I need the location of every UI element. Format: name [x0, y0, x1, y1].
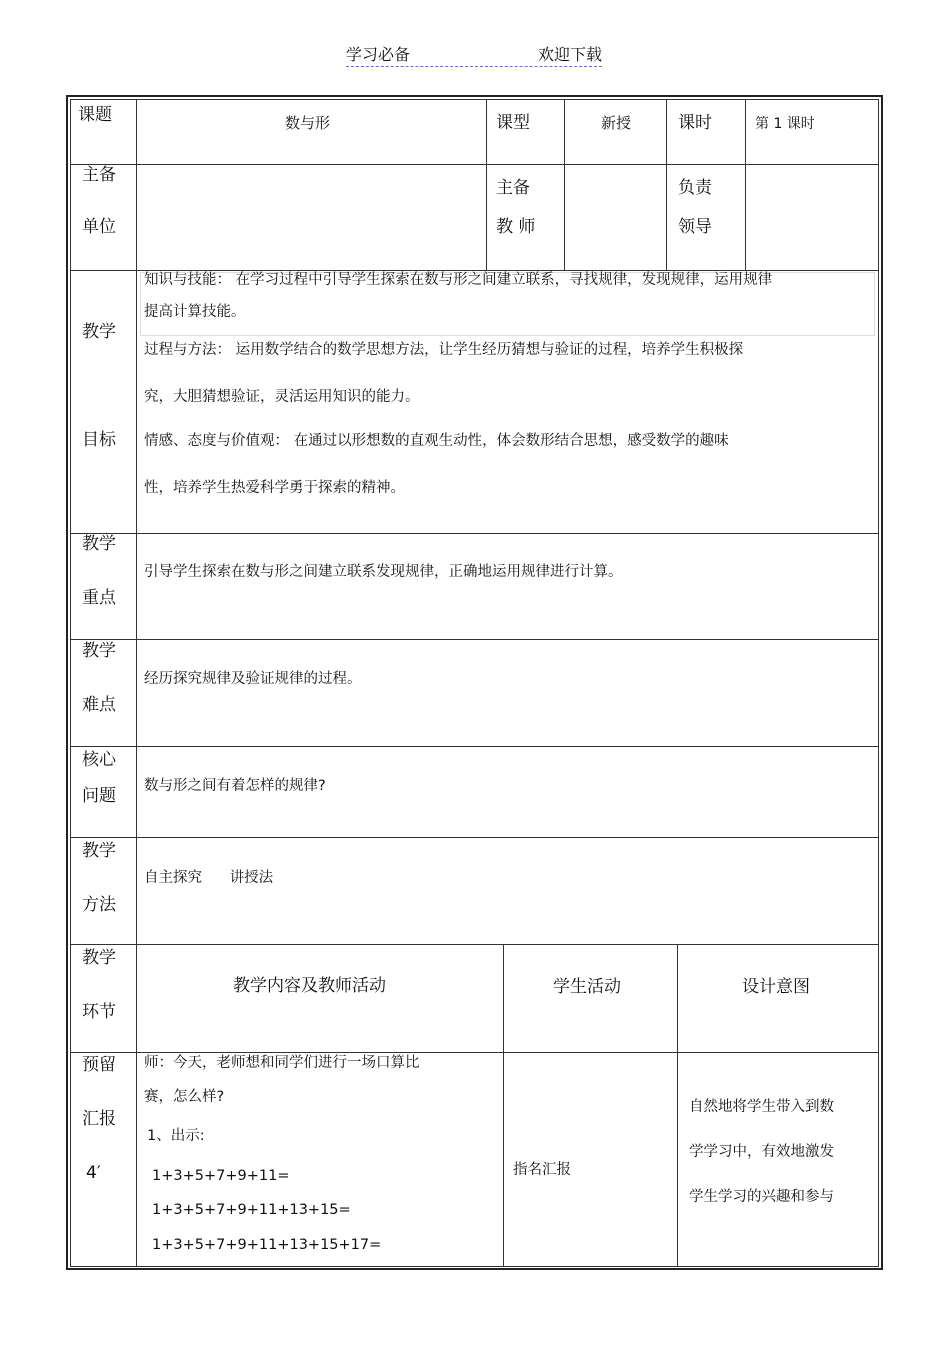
header-left-text: 学习必备: [346, 45, 411, 64]
topic-value: 数与形: [285, 114, 331, 132]
phase-label-1: 教学: [82, 948, 116, 968]
key-points-label-1: 教学: [82, 534, 116, 554]
hours-label: 课时: [678, 113, 712, 133]
report-label-2: 汇报: [82, 1109, 116, 1129]
difficulties-label-2: 难点: [82, 695, 116, 715]
topic-label: 课题: [78, 105, 112, 125]
goals-line: 提高计算技能。: [144, 304, 246, 320]
design-line: 自然地将学生带入到数: [689, 1099, 834, 1115]
key-points-text: 引导学生探索在数与形之间建立联系发现规律，正确地运用规律进行计算。: [144, 564, 623, 580]
col-content-header: 教学内容及教师活动: [233, 976, 386, 996]
student-activity-text: 指名汇报: [513, 1162, 571, 1178]
header-right-text: 欢迎下载: [537, 45, 602, 64]
goals-line: 知识与技能： 在学习过程中引导学生探索在数与形之间建立联系，寻找规律，发现规律，运用规律: [144, 272, 773, 288]
goals-line: 过程与方法： 运用数学结合的数学思想方法，让学生经历猜想与验证的过程，培养学生积极探: [144, 342, 744, 358]
design-line: 学学习中，有效地激发: [689, 1144, 834, 1160]
unit-label-2: 单位: [82, 217, 116, 237]
content-line: 1+3+5+7+9+11+13+15=: [152, 1202, 351, 1218]
col-design-header: 设计意图: [742, 977, 810, 997]
goals-label-1: 教学: [82, 322, 116, 342]
leader-label-1: 负责: [678, 178, 712, 198]
phase-label-2: 环节: [82, 1002, 116, 1022]
goals-line: 情感、态度与价值观： 在通过以形想数的直观生动性，体会数形结合思想，感受数学的趣味: [144, 433, 729, 449]
col-student-header: 学生活动: [553, 977, 621, 997]
leader-label-2: 领导: [678, 217, 712, 237]
method-label-1: 教学: [82, 841, 116, 861]
difficulties-label-1: 教学: [82, 641, 116, 661]
content-line: 1、出示:: [147, 1128, 205, 1144]
content-line: 1+3+5+7+9+11=: [152, 1168, 290, 1184]
teacher-label-2: 教 师: [496, 217, 536, 237]
core-label-2: 问题: [82, 786, 116, 806]
report-label-3: 4′: [86, 1163, 101, 1183]
goals-label-2: 目标: [82, 430, 116, 450]
key-points-label-2: 重点: [82, 588, 116, 608]
content-line: 赛，怎么样?: [144, 1089, 225, 1105]
core-label-1: 核心: [82, 750, 116, 770]
goals-line: 究，大胆猜想验证，灵活运用知识的能力。: [144, 389, 420, 405]
method-text: 自主探究 讲授法: [144, 870, 274, 886]
teacher-label-1: 主备: [496, 178, 530, 198]
type-value: 新授: [601, 114, 632, 132]
type-label: 课型: [496, 113, 530, 133]
hours-value: 第 1 课时: [755, 116, 815, 132]
report-label-1: 预留: [82, 1055, 116, 1075]
goals-line: 性，培养学生热爱科学勇于探索的精神。: [144, 480, 405, 496]
unit-label-1: 主备: [82, 165, 116, 185]
design-line: 学生学习的兴趣和参与: [689, 1189, 834, 1205]
content-line: 师：今天，老师想和同学们进行一场口算比: [144, 1055, 420, 1071]
difficulties-text: 经历探究规律及验证规律的过程。: [144, 671, 362, 687]
content-line: 1+3+5+7+9+11+13+15+17=: [152, 1237, 382, 1253]
method-label-2: 方法: [82, 895, 116, 915]
core-text: 数与形之间有着怎样的规律?: [144, 778, 326, 794]
